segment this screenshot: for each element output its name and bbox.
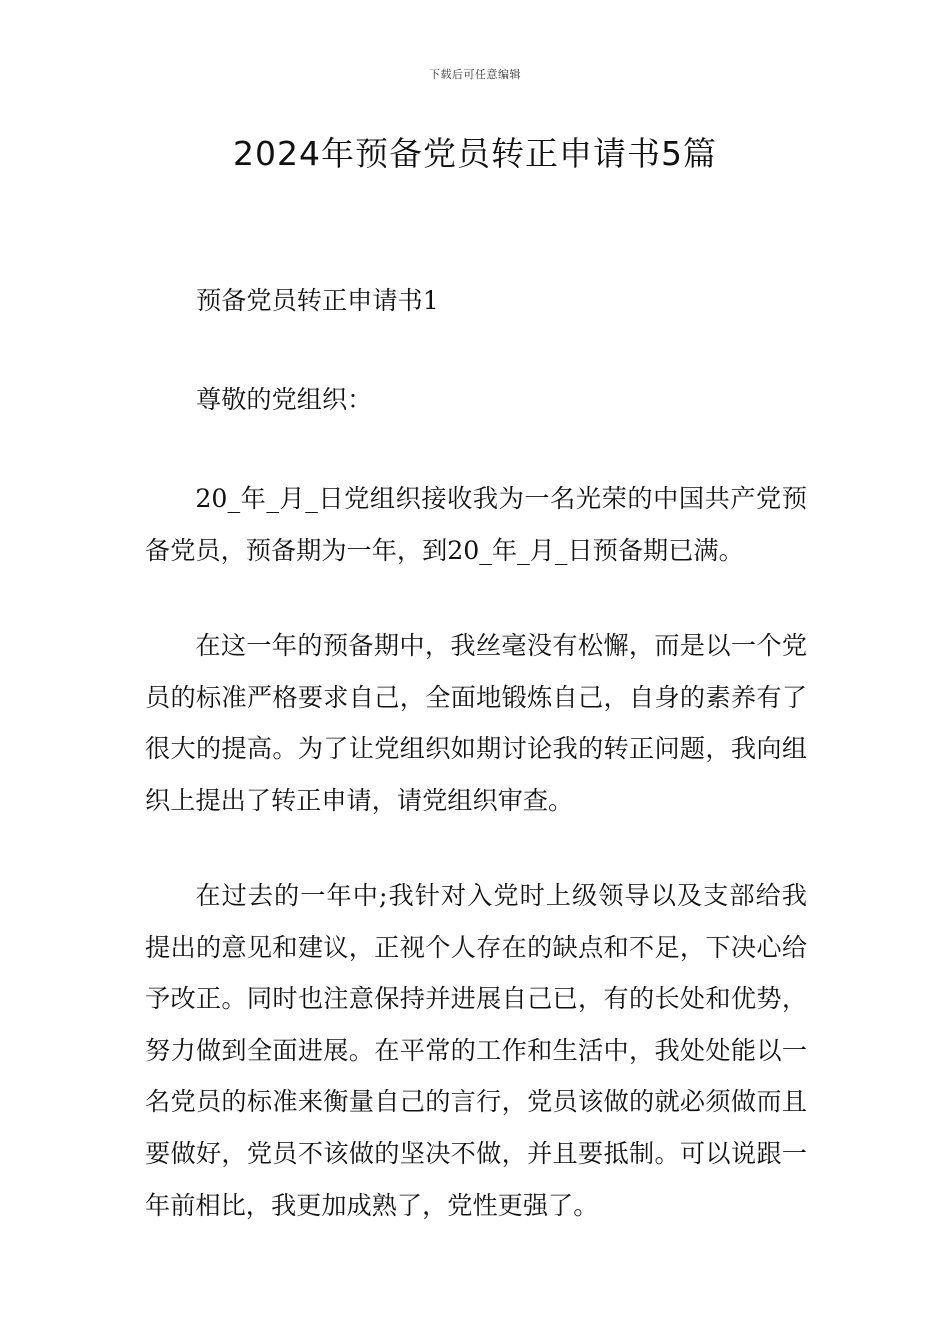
paragraph-2: 在这一年的预备期中，我丝毫没有松懈，而是以一个党员的标准严格要求自己，全面地锻炼自己，自身的素养有了很大的提高。为了让党组织如期讨论我的转正问题，我向组织上提出了转正申请，请党组织审查。 <box>145 631 807 815</box>
paragraph-3: 在过去的一年中;我针对入党时上级领导以及支部给我提出的意见和建议，正视个人存在的缺点和不足，下决心给予改正。同时也注意保持并进展自己已，有的长处和优势，努力做到全面进展。在平常的工作和生活中，我处处能以一名党员的标准来衡量自己的言行，党员该做的就必须做而且要做好，党员不该做的坚决不做，并且要抵制。可以说跟一年前相比，我更加成熟了，党性更强了。 <box>145 881 807 1220</box>
document-title: 2024年预备党员转正申请书5篇 <box>233 134 717 173</box>
section-heading: 预备党员转正申请书1 <box>196 286 439 315</box>
paragraph-1: 20_年_月_日党组织接收我为一名光荣的中国共产党预备党员，预备期为一年，到20_年_月_日预备期已满。 <box>145 484 807 565</box>
header-note: 下载后可任意编辑 <box>429 68 521 81</box>
salutation: 尊敬的党组织： <box>196 385 373 414</box>
